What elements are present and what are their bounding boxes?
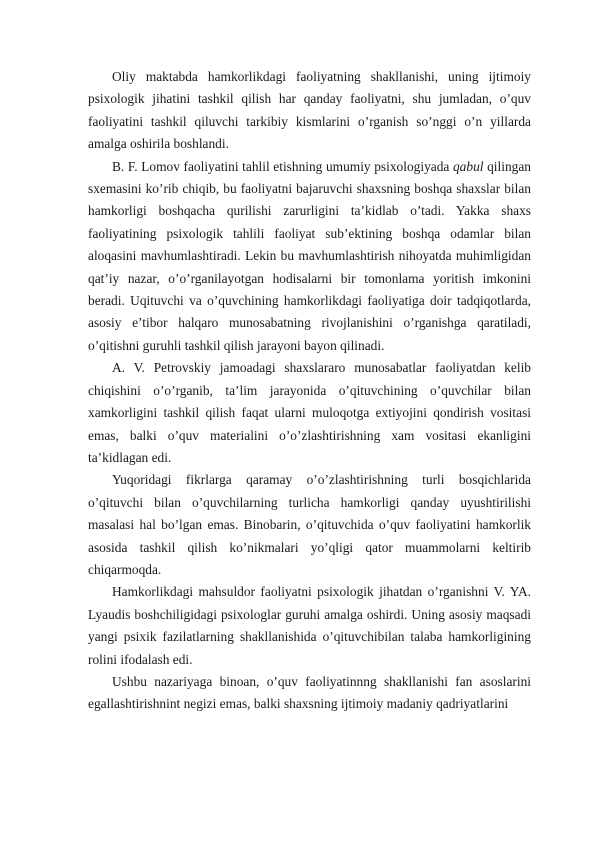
paragraph-2-italic-term: qabul	[452, 158, 484, 174]
paragraph-4-text: Yuqoridagi fikrlarga qaramay o’o’zlashtirishning turli bosqichlarida o’qituvchi bilan o’quvchilarning turlicha hamkorligi qanday uyushtirilishi masalasi hal bo’lgan emas. Binobarin, o’qituvchida o’quv faoliyatini hamkorlik asosida tashkil qilish ko’nikmalari yo’qligi qator muammolarni keltirib chiqarmoqda.	[88, 472, 531, 577]
paragraph-2-text-start: B. F. Lomov faoliyatini tahlil etishning umumiy psixologiyada	[112, 158, 453, 174]
paragraph-3-text: A. V. Petrovskiy jamoadagi shaxslararo munosabatlar faoliyatdan kelib chiqishini o’o’rganib, ta’lim jarayonida o’qituvchining o’quvchilar bilan xamkorligini tashkil qilish faqat ularni muloqotga extiyojini qondirish vositasi emas, balki o’quv materialini o’o’zlashtirishning xam vositasi ekanligini ta’kidlagan edi.	[88, 360, 531, 465]
paragraph-2	[88, 156, 531, 358]
paragraph-6	[88, 671, 531, 716]
paragraph-5-text: Hamkorlikdagi mahsuldor faoliyatni psixologik jihatdan o’rganishni V. YA. Lyaudis boshchiligidagi psixologlar guruhi amalga oshirdi. Uning asosiy maqsadi yangi psixik fazilatlarning shakllanishida o’qituvchibilan talaba hamkorligining rolini ifodalash edi.	[88, 584, 531, 667]
body-text	[88, 66, 531, 716]
paragraph-5	[88, 581, 531, 671]
paragraph-1	[88, 66, 531, 156]
paragraph-2-text-rest: qilingan sxemasini ko’rib chiqib, bu faoliyatni bajaruvchi shaxsning boshqa shaxslar bilan hamkorligi boshqacha qurilishi zarurligini ta’kidlab o’tadi. Yakka shaxs faoliyatining psixologik tahlili faoliyat sub’ektining boshqa odamlar bilan aloqasini mavhumlashtiradi. Lekin bu mavhumlashtirish nihoyatda muhimligidan qat’iy nazar, o’o’rganilayotgan hodisalarni bir tomonlama yoritish imkonini beradi. Uqituvchi va o’quvchining hamkorlikdagi faoliyatiga doir tadqiqotlarda, asosiy e’tibor halqaro munosabatning rivojlanishini o’rganishga qaratiladi, o’qitishni guruhli tashkil qilish jarayoni bayon qilinadi.	[88, 158, 531, 353]
paragraph-3	[88, 357, 531, 469]
paragraph-6-text: Ushbu nazariyaga binoan, o’quv faoliyatinnng shakllanishi fan asoslarini egallashtirishnint negizi emas, balki shaxsning ijtimoiy madaniy qadriyatlarini	[88, 673, 531, 712]
paragraph-1-text: Oliy maktabda hamkorlikdagi faoliyatning shakllanishi, uning ijtimoiy psixologik jihatini tashkil qilish har qanday faoliyatni, shu jumladan, o’quv faoliyatini tashkil qiluvchi tarkibiy kismlarini o’rganish so’nggi o’n yillarda amalga oshirila boshlandi.	[88, 69, 531, 152]
paragraph-4	[88, 469, 531, 581]
